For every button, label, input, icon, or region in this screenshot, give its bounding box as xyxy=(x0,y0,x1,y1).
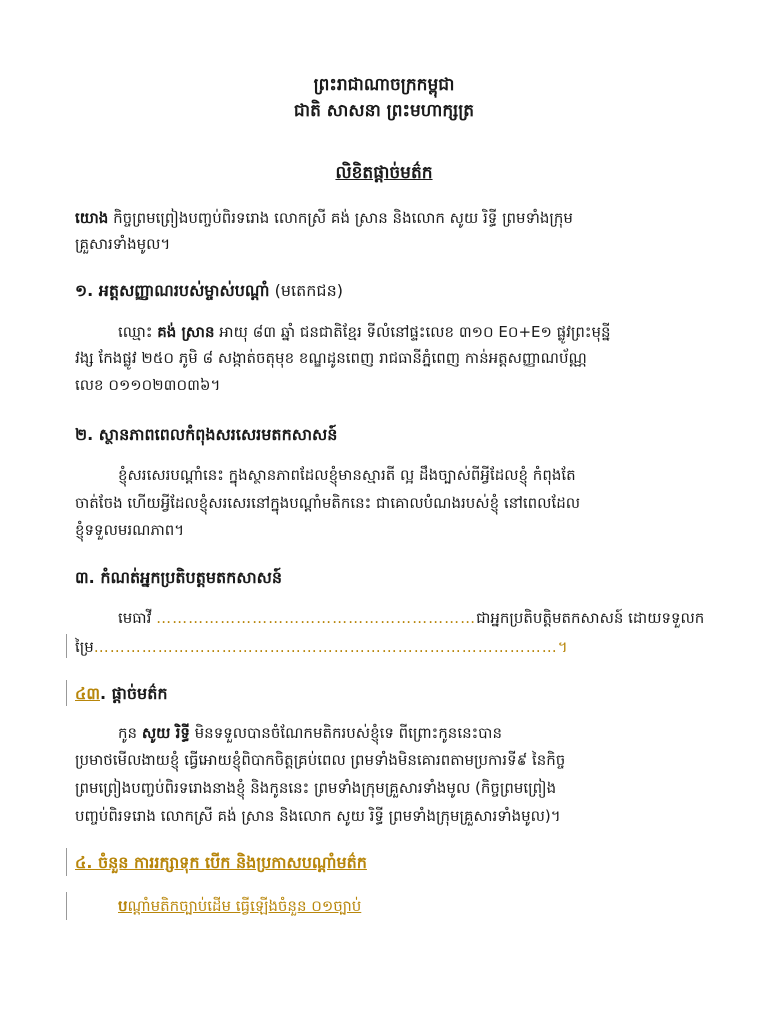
section-5-line-1 xyxy=(75,896,361,916)
section-2-heading: ២. ស្ថានភាពពេលកំពុងសរសេរមតកសាសន៍ xyxy=(75,425,338,444)
section-3-heading: ៣. កំណត់អ្នកប្រតិបត្តមតកសាសន៍ xyxy=(75,568,283,587)
section-1-line-2: វង្ស កែងផ្លូវ ២៥០ ភូមិ ៨ សង្កាត់ចតុមុខ ខណ្ឌដូនពេញ រាជធានីភ្នំពេញ កាន់អត្តសញ្ញាណប័ណ្ណ xyxy=(75,349,587,367)
section-4-heading xyxy=(75,683,168,707)
section-1-heading xyxy=(75,280,343,304)
section-1-title: ១. អត្តសញ្ញាណរបស់ម្ចាស់បណ្ដាំ xyxy=(75,281,270,300)
intro-line-1 xyxy=(75,208,573,228)
change-bar xyxy=(66,892,67,920)
change-bar xyxy=(66,848,67,876)
child-label: កូន xyxy=(118,724,142,742)
section-4-number: ៤៣ xyxy=(75,684,100,703)
lawyer-label: មេធាវី xyxy=(118,609,157,627)
section-4-line-4: បញ្ចប់ពិរទរោង លោកស្រី គង់ ស្រាន និងលោក សូយ រិទ្ធី ព្រមទាំងក្រុមគ្រួសារទាំងមូល)។ xyxy=(75,807,561,825)
section-2-line-2: ចាត់ចែង ហើយអ្វីដែលខ្ញុំសរសេរនៅក្នុងបណ្ដាំមតិកនេះ ជាគោលបំណងរបស់ខ្ញុំ នៅពេលដែល xyxy=(75,494,581,512)
kingdom-header: ព្រះរាជាណាចក្រកម្ពុជា xyxy=(313,75,455,95)
section-5-text: ណ្ដាំមតិកច្បាប់ដើម ធ្វើឡើងចំនួន ០១ច្បាប់ xyxy=(127,897,362,915)
fee-blank: …………………………………………………………………………… xyxy=(93,638,558,656)
intro-line-2: គ្រួសារទាំងមូល។ xyxy=(75,235,171,253)
nation-motto: ជាតិ សាសនា ព្រះមហាក្សត្រ xyxy=(293,101,475,121)
testator-details: អាយុ ៨៣ ឆ្នាំ ជនជាតិខ្មែរ ទីលំនៅផ្ទះលេខ ៣១០ E០+E១ ផ្លូវព្រះមុន្នី xyxy=(214,323,611,341)
section-1-line-3: លេខ ០១១០២៣០៣៦។ xyxy=(75,376,221,394)
section-4-line-2: ប្រមាថមើលងាយខ្ញុំ ធ្វើអោយខ្ញុំពិបាកចិត្តគ្រប់ពេល ព្រមទាំងមិនគោរពតាមប្រការទី៩ នៃកិច្ច xyxy=(75,751,566,769)
section-3-line-2 xyxy=(75,637,568,657)
name-label: ឈ្មោះ xyxy=(118,323,158,341)
intro-lead: យោង xyxy=(75,209,109,227)
section-5-heading: ៤. ចំនួន ការរក្សាទុក បើក និងប្រកាសបណ្ដាំមត៌ក xyxy=(75,853,367,872)
section-4-title: . ផ្ដាច់មត៌ក xyxy=(100,684,168,703)
fee-end: ។ xyxy=(557,638,568,656)
change-bar xyxy=(66,634,67,658)
section-4-line-3: ព្រមព្រៀងបញ្ចប់ពិរទរោងនាងខ្ញុំ និងកូននេះ ព្រមទាំងក្រុមគ្រួសារទាំងមូល (កិច្ចព្រមព្រៀង xyxy=(75,779,557,797)
executor-text: ជាអ្នកប្រតិបត្តិមតកសាសន៍ ដោយទទួលក xyxy=(476,609,705,627)
section-2-line-1: ខ្ញុំសរសេរបណ្ដាំនេះ ក្នុងស្ថានភាពដែលខ្ញុំមានស្មារតី ល្អ ដឹងច្បាស់ពីអ្វីដែលខ្ញុំ កំពុងតែ xyxy=(118,466,576,484)
section-1-note: (មតេកជន) xyxy=(269,281,343,300)
section-2-line-3: ខ្ញុំទទួលមរណភាព។ xyxy=(75,521,185,539)
document-title: លិខិតផ្ដាច់មត៌ក xyxy=(335,163,433,183)
child-name: សូយ រិទ្ធី xyxy=(141,724,190,742)
change-bar xyxy=(66,680,67,706)
lawyer-name-blank: …………………………………………………… xyxy=(156,609,477,627)
section-4-line-1 xyxy=(118,723,502,743)
section-3-line-1 xyxy=(118,608,704,628)
disinherit-text: មិនទទួលបានចំណែកមតិករបស់ខ្ញុំទេ ពីព្រោះកូននេះបាន xyxy=(189,724,502,742)
fee-label: ម្រៃ xyxy=(75,638,94,656)
testator-name: គង់ ស្រាន xyxy=(157,323,215,341)
intro-text: កិច្ចព្រមព្រៀងបញ្ចប់ពិរទរោង លោកស្រី គង់ ស្រាន និងលោក សូយ រិទ្ធី ព្រមទាំងក្រុម xyxy=(108,209,573,227)
section-5-lead: ប xyxy=(118,897,128,915)
indent-underline xyxy=(75,896,118,916)
section-1-line-1 xyxy=(118,322,611,342)
